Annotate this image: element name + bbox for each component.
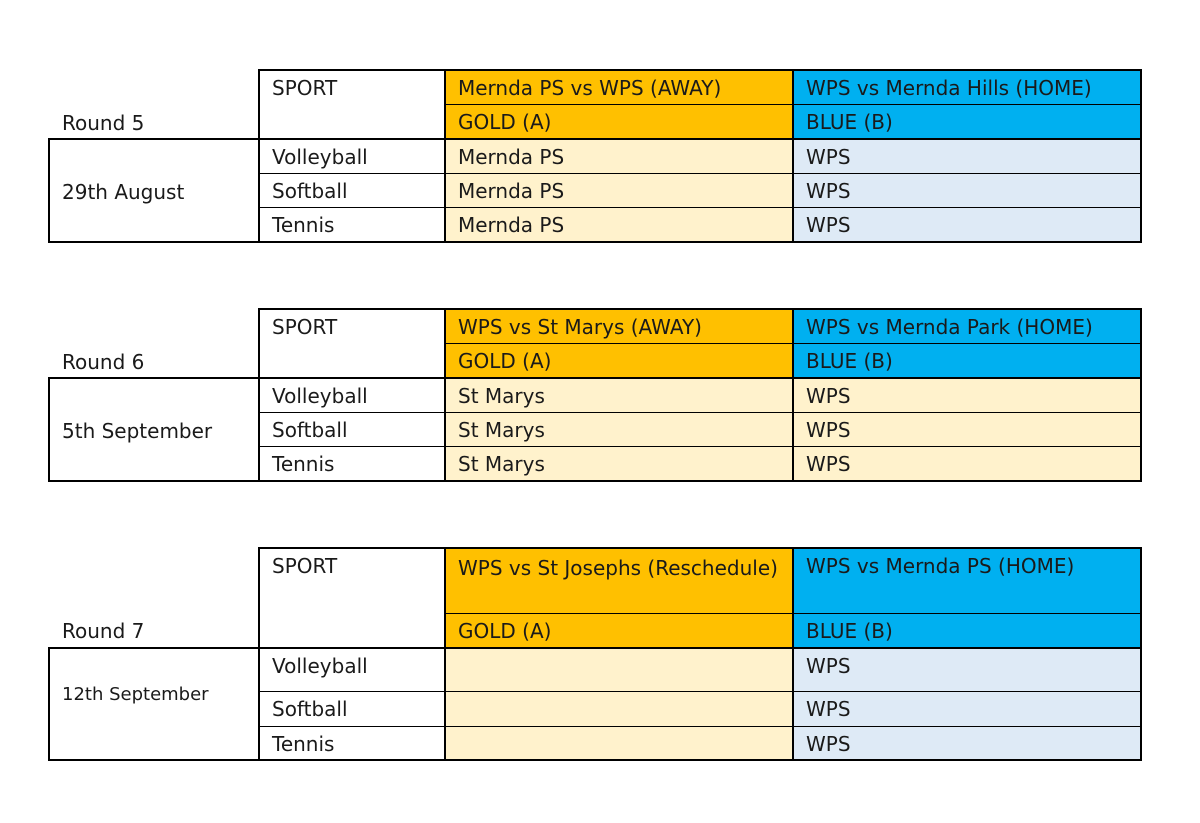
table-border [259, 412, 1142, 413]
round-date: 29th August [62, 180, 185, 204]
table-border [259, 726, 1142, 727]
gold-match-header: WPS vs St Marys (AWAY) [445, 310, 793, 344]
gold-cell [445, 649, 793, 691]
table-border [444, 308, 446, 482]
blue-cell: WPS [793, 692, 1141, 726]
table-border [258, 308, 1142, 310]
gold-cell: Mernda PS [445, 208, 793, 242]
round-label: Round 7 [62, 619, 145, 643]
table-border [48, 759, 1142, 761]
table-border [792, 69, 794, 243]
table-border [259, 207, 1142, 208]
gold-team-label: GOLD (A) [445, 344, 793, 378]
gold-match-header: Mernda PS vs WPS (AWAY) [445, 71, 793, 105]
round-date: 5th September [62, 419, 213, 443]
blue-team-label: BLUE (B) [793, 105, 1141, 139]
sport-name: Softball [272, 418, 348, 442]
blue-match-header: WPS vs Mernda PS (HOME) [793, 549, 1141, 613]
blue-cell: WPS [793, 649, 1141, 691]
table-border [48, 138, 1142, 140]
table-border [259, 173, 1142, 174]
blue-team-label: BLUE (B) [793, 344, 1141, 378]
sport-name: Volleyball [272, 145, 368, 169]
gold-cell: Mernda PS [445, 140, 793, 174]
table-border [258, 308, 260, 482]
gold-team-label: GOLD (A) [445, 105, 793, 139]
table-border [48, 377, 1142, 379]
sport-name: Softball [272, 697, 348, 721]
blue-cell: WPS [793, 727, 1141, 759]
gold-cell [445, 692, 793, 726]
blue-match-header: WPS vs Mernda Hills (HOME) [793, 71, 1141, 105]
table-border [258, 547, 260, 761]
gold-cell [445, 727, 793, 759]
sport-name: Tennis [272, 213, 335, 237]
round-label: Round 6 [62, 350, 145, 374]
table-border [792, 547, 794, 761]
blue-cell: WPS [793, 208, 1141, 242]
blue-cell: WPS [793, 413, 1141, 447]
table-border [48, 377, 50, 482]
table-border [48, 138, 50, 243]
sport-header: SPORT [272, 554, 338, 578]
blue-cell: WPS [793, 140, 1141, 174]
table-border [258, 69, 260, 243]
table-border [1140, 69, 1142, 243]
table-border [259, 691, 1142, 692]
gold-cell: Mernda PS [445, 174, 793, 208]
table-border [48, 241, 1142, 243]
table-border [792, 308, 794, 482]
sport-header: SPORT [272, 76, 338, 100]
gold-cell: St Marys [445, 379, 793, 413]
sport-name: Tennis [272, 452, 335, 476]
round-date: 12th September [62, 684, 209, 705]
round-label: Round 5 [62, 111, 145, 135]
table-border [258, 69, 1142, 71]
sport-name: Volleyball [272, 384, 368, 408]
table-border [1140, 547, 1142, 761]
blue-team-label: BLUE (B) [793, 614, 1141, 648]
gold-team-label: GOLD (A) [445, 614, 793, 648]
blue-cell: WPS [793, 447, 1141, 481]
table-border [259, 446, 1142, 447]
blue-cell: WPS [793, 379, 1141, 413]
gold-cell: St Marys [445, 447, 793, 481]
blue-cell: WPS [793, 174, 1141, 208]
sport-name: Tennis [272, 732, 335, 756]
gold-match-header: WPS vs St Josephs (Reschedule) [445, 549, 793, 613]
table-border [444, 547, 446, 761]
table-border [1140, 308, 1142, 482]
table-border [258, 547, 1142, 549]
gold-cell: St Marys [445, 413, 793, 447]
sport-header: SPORT [272, 315, 338, 339]
sport-name: Volleyball [272, 654, 368, 678]
table-border [48, 480, 1142, 482]
sport-name: Softball [272, 179, 348, 203]
blue-match-header: WPS vs Mernda Park (HOME) [793, 310, 1141, 344]
table-border [48, 647, 50, 761]
table-border [444, 69, 446, 243]
table-border [48, 647, 1142, 649]
